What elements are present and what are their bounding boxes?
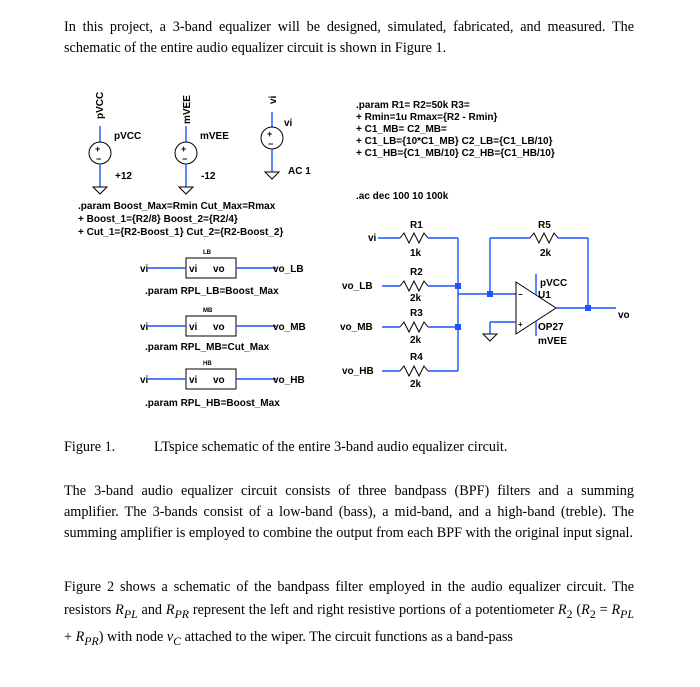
summer-input-hb: vo_HB (342, 366, 374, 377)
param-line: + Cut_1={R2-Boost_1} Cut_2={R2-Boost_2} (78, 227, 284, 238)
hb-param: .param RPL_HB=Boost_Max (145, 398, 280, 409)
vc-subscript: C (173, 633, 182, 648)
r1-value: 1k (410, 248, 422, 259)
pvcc-source-value: +12 (115, 171, 132, 182)
eq-rpr: R (75, 628, 85, 645)
svg-text:−: − (268, 139, 274, 149)
mid-band-filter-block (148, 308, 276, 336)
rpr-subscript: PR (174, 606, 190, 621)
mb-param: .param RPL_MB=Cut_Max (145, 342, 270, 353)
p3-line1: Figure 2 shows a schematic of the bandpass filter employed in the audio equalizer circuit. (64, 579, 607, 595)
svg-text:+: + (95, 144, 101, 154)
lb-input-net: vi (140, 264, 149, 275)
eq-rpr-sub: PR (84, 633, 99, 648)
mb-pin-out: vo (213, 322, 225, 333)
svg-text:LB: LB (203, 250, 211, 256)
summer-input-lb: vo_LB (342, 281, 373, 292)
hb-pin-out: vo (213, 375, 225, 386)
rpl-subscript: PL (123, 606, 138, 621)
opamp-name: U1 (538, 290, 551, 301)
hb-input-net: vi (140, 375, 149, 386)
svg-text:+: + (267, 129, 273, 139)
pvcc-voltage-source (89, 126, 111, 194)
r3-name: R3 (410, 308, 423, 319)
p3-text: attached to the wiper. The circuit functions as a band-pass (181, 628, 513, 645)
p3-text: represent the left and right resistive portions of a potentiometer (189, 602, 558, 618)
vi-source-label: vi (284, 118, 293, 129)
svg-text:HB: HB (203, 361, 212, 367)
param-line: .param R1= R2=50k R3= (356, 100, 470, 111)
eq-rpl-sub: PL (620, 606, 634, 621)
r5-value: 2k (540, 248, 552, 259)
lb-output-net: vo_LB (273, 264, 304, 275)
lb-pin-out: vo (213, 264, 225, 275)
ac-directive: .ac dec 100 10 100k (356, 191, 449, 202)
summer-vi-label: vi (368, 233, 377, 244)
p3-text: and (137, 602, 166, 618)
r2-subscript: 2 (566, 606, 573, 621)
ltspice-schematic (60, 82, 660, 427)
figure-caption-text: LTspice schematic of the entire 3-band audio equalizer circuit. (154, 439, 508, 455)
svg-text:−: − (96, 154, 102, 164)
svg-text:−: − (518, 290, 523, 299)
vi-net-label: vi (268, 95, 279, 104)
r3-value: 2k (410, 335, 422, 346)
mb-output-net: vo_MB (273, 322, 306, 333)
mvee-source-value: -12 (201, 171, 216, 182)
r5-name: R5 (538, 220, 551, 231)
pvcc-source-name: pVCC (114, 131, 142, 142)
intro-paragraph: In this project, a 3-band equalizer will be designed, simulated, fabricated, and measured. The schematic of the entire audio equalizer circuit is shown in Figure 1. (64, 19, 634, 56)
r4-value: 2k (410, 379, 422, 390)
opamp-model: OP27 (538, 322, 564, 333)
summer-input-mb: vo_MB (340, 322, 373, 333)
mvee-voltage-source (175, 126, 197, 194)
opamp-supply-pos: pVCC (540, 278, 568, 289)
vc-symbol: v (166, 628, 174, 645)
lb-pin-in: vi (189, 264, 198, 275)
figure-label: Figure 1. (64, 439, 116, 455)
r2-name: R2 (410, 267, 423, 278)
high-band-filter-block (148, 361, 276, 389)
mb-pin-in: vi (189, 322, 198, 333)
low-band-filter-block (148, 250, 276, 278)
r4-name: R4 (410, 352, 423, 363)
opamp-supply-neg: mVEE (538, 336, 567, 347)
lb-param: .param RPL_LB=Boost_Max (145, 286, 279, 297)
param-line: + C1_MB= C2_MB= (356, 124, 447, 135)
output-net: vo (618, 310, 630, 321)
mvee-source-name: mVEE (200, 131, 229, 142)
pvcc-net-label: pVCC (95, 91, 106, 119)
ac-source-value: AC 1 (288, 166, 311, 177)
param-line: .param Boost_Max=Rmin Cut_Max=Rmax (78, 201, 276, 212)
param-line: + Rmin=1u Rmax={R2 - Rmin} (356, 112, 498, 123)
param-line: + Boost_1={R2/8} Boost_2={R2/4} (78, 214, 238, 225)
eq-plus: + (64, 628, 76, 645)
mb-input-net: vi (140, 322, 149, 333)
hb-output-net: vo_HB (273, 375, 305, 386)
param-line: + C1_LB={10*C1_MB} C2_LB={C1_LB/10} (356, 136, 553, 147)
rpl-symbol: R (115, 602, 124, 618)
r2-value: 2k (410, 293, 422, 304)
svg-text:+: + (181, 144, 187, 154)
eq-r2-sub: 2 (589, 606, 596, 621)
svg-text:MB: MB (203, 308, 213, 314)
r1-name: R1 (410, 220, 423, 231)
r2-symbol: R (557, 602, 567, 618)
mvee-net-label: mVEE (182, 95, 193, 124)
ac-voltage-source (261, 112, 283, 179)
rpr-symbol: R (165, 602, 175, 618)
eq-rpl: R (611, 602, 621, 618)
hb-pin-in: vi (189, 375, 198, 386)
eq-equals: = (595, 602, 612, 618)
param-line: + C1_HB={C1_MB/10} C2_HB={C1_HB/10} (356, 148, 555, 159)
eq-r2: R (581, 602, 590, 618)
description-paragraph: The 3-band audio equalizer circuit consists of three bandpass (BPF) filters and a summing amplifier. The 3-bands consist of a low-band (bass), a mid-band, and a high-band (treble). The summing amplifier is employed to combine the output from each BPF with the original input signal. (64, 483, 634, 541)
p3-text: ) with node (98, 628, 167, 645)
svg-text:−: − (182, 154, 188, 164)
p3-text: ( (576, 602, 582, 618)
p3-text: The resistors (64, 579, 635, 618)
svg-text:+: + (518, 320, 523, 329)
bandpass-paragraph (64, 576, 634, 653)
